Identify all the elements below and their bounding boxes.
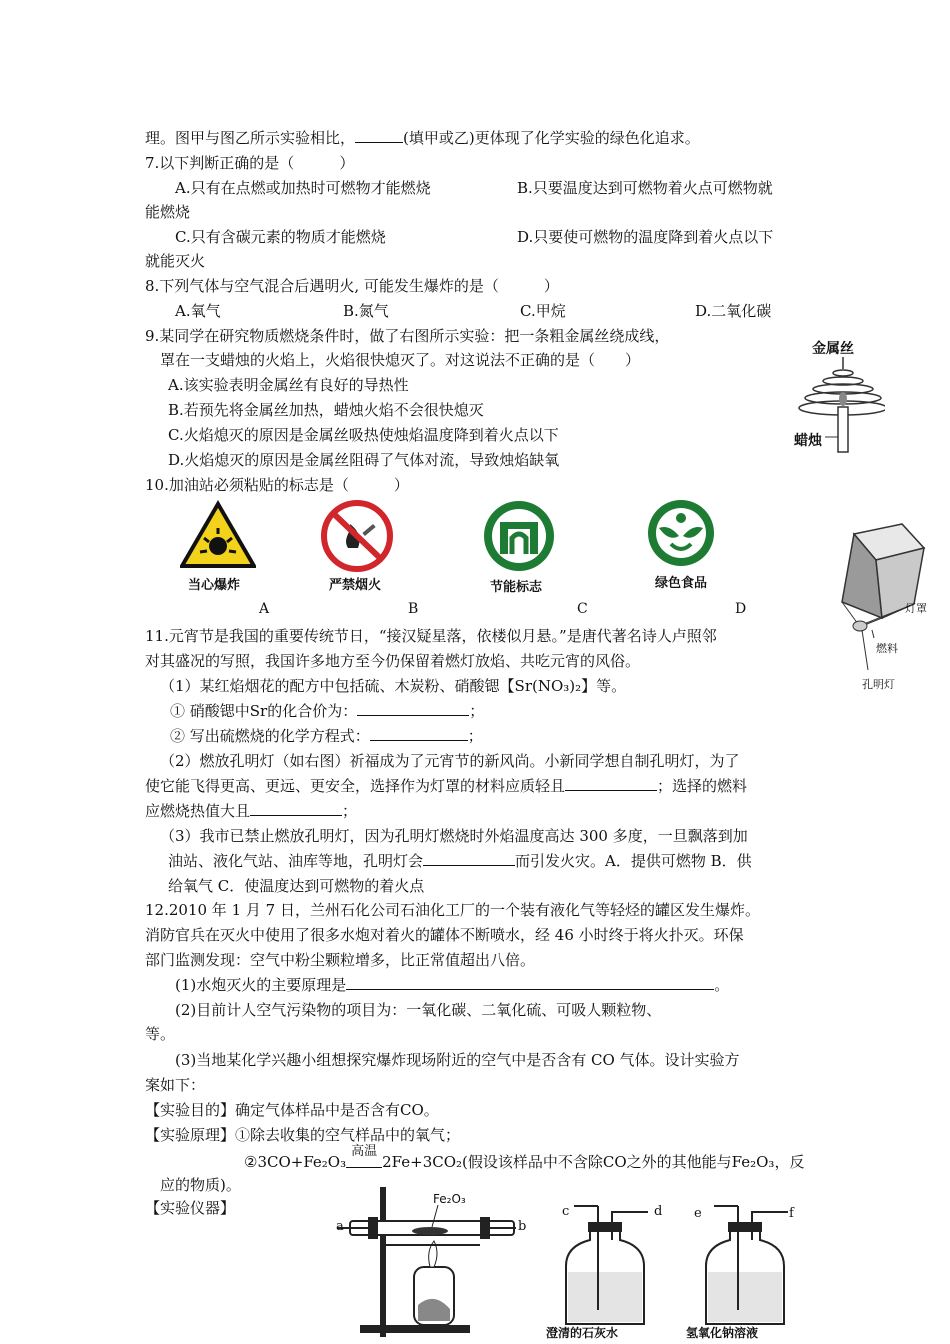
naoh-label: 氢氧化钠溶液 bbox=[686, 1326, 759, 1340]
question-11-2-cont2: 应燃烧热值大且 ； bbox=[145, 802, 358, 820]
sign-c-label: 节能标志 bbox=[490, 580, 543, 595]
lantern-name-label: 孔明灯 bbox=[862, 678, 895, 691]
figure-label-wire: 金属丝 bbox=[812, 341, 854, 357]
question-8: 8.下列气体与空气混合后遇明火, 可能发生爆炸的是（ ） bbox=[145, 277, 559, 295]
question-11-3-cont: 油站、液化气站、油库等地，孔明灯会 而引发火灾。A．提供可燃物 B．供 bbox=[168, 852, 752, 870]
sign-d-label: 绿色食品 bbox=[655, 576, 708, 591]
text-line: 理。图甲与图乙所示实验相比， (填甲或乙)更体现了化学实验的绿色化追求。 bbox=[145, 129, 700, 147]
option-9a[interactable]: A.该实验表明金属丝有良好的导热性 bbox=[168, 376, 409, 394]
energy-saving-icon[interactable] bbox=[480, 498, 558, 574]
port-d-label: d bbox=[654, 1204, 663, 1219]
port-c-label: c bbox=[562, 1204, 570, 1219]
question-9: 9.某同学在研究物质燃烧条件时，做了右图所示实验：把一条粗金属丝绕成线， bbox=[145, 327, 670, 345]
sign-a-label: 当心爆炸 bbox=[188, 578, 241, 593]
option-7d-cont: 就能灭火 bbox=[145, 252, 206, 270]
option-7b[interactable]: B.只要温度达到可燃物着火点可燃物就 bbox=[517, 179, 773, 197]
answer-blank[interactable] bbox=[355, 128, 403, 143]
question-12-cont: 消防官兵在灭火中使用了很多水炮对着火的罐体不断喷水，经 46 小时终于将火扑灭。环保 bbox=[145, 926, 744, 944]
option-9d[interactable]: D.火焰熄灭的原因是金属丝阻碍了气体对流，导致烛焰缺氧 bbox=[168, 451, 560, 469]
question-12-cont2: 部门监测发现：空气中粉尘颗粒增多，比正常值超出八倍。 bbox=[145, 951, 536, 969]
no-fire-icon[interactable] bbox=[318, 498, 396, 574]
question-11-3-options: 给氧气 C．使温度达到可燃物的着火点 bbox=[168, 877, 425, 895]
fe2o3-label: Fe₂O₃ bbox=[433, 1192, 466, 1206]
option-8c[interactable]: C.甲烷 bbox=[520, 302, 566, 320]
answer-blank[interactable] bbox=[250, 801, 342, 816]
option-10b[interactable]: B bbox=[408, 601, 419, 617]
option-8b[interactable]: B.氮气 bbox=[343, 302, 389, 320]
option-7d[interactable]: D.只要使可燃物的温度降到着火点以下 bbox=[517, 228, 774, 246]
question-12-3: (3)当地某化学兴趣小组想探究爆炸现场附近的空气中是否含有 CO 气体。设计实验方 bbox=[175, 1051, 740, 1069]
question-11-3: （3）我市已禁止燃放孔明灯，因为孔明灯燃烧时外焰温度高达 300 多度，一旦飘落到加 bbox=[160, 827, 748, 845]
option-9c[interactable]: C.火焰熄灭的原因是金属丝吸热使烛焰温度降到着火点以下 bbox=[168, 426, 559, 444]
question-11-1: （1）某红焰烟花的配方中包括硫、木炭粉、硝酸锶【Sr(NO₃)₂】等。 bbox=[160, 677, 627, 695]
question-10: 10.加油站必须粘贴的标志是（ ） bbox=[145, 476, 409, 494]
option-10d[interactable]: D bbox=[735, 601, 747, 617]
answer-blank[interactable] bbox=[346, 975, 714, 990]
limewater-bottle bbox=[560, 1200, 650, 1330]
question-12-1: (1)水炮灭火的主要原理是 。 bbox=[175, 976, 730, 994]
reaction-arrow: 高温 bbox=[346, 1152, 382, 1172]
question-11-2-cont: 使它能飞得更高、更远、更安全，选择作为灯罩的材料应质轻且 ；选择的燃料 bbox=[145, 777, 748, 795]
experiment-aim: 【实验目的】确定气体样品中是否含有CO。 bbox=[145, 1101, 439, 1119]
limewater-label: 澄清的石灰水 bbox=[546, 1326, 619, 1340]
lantern-shade-label: 灯罩 bbox=[905, 602, 927, 615]
naoh-bottle bbox=[700, 1200, 790, 1330]
port-a-label: a bbox=[336, 1219, 344, 1234]
figure-label-candle: 蜡烛 bbox=[794, 433, 822, 449]
combustion-tube-apparatus bbox=[330, 1185, 530, 1340]
option-7c[interactable]: C.只有含碳元素的物质才能燃烧 bbox=[175, 228, 386, 246]
question-12: 12.2010 年 1 月 7 日，兰州石化公司石油化工厂的一个装有液化气等轻烃的罐区发生爆炸。 bbox=[145, 901, 760, 919]
question-7: 7.以下判断正确的是（ ） bbox=[145, 154, 355, 172]
lantern-fuel-label: 燃料 bbox=[876, 642, 898, 655]
port-b-label: b bbox=[518, 1219, 527, 1234]
green-food-icon[interactable] bbox=[645, 498, 717, 568]
question-12-2: (2)目前计人空气污染物的项目为：一氧化碳、二氧化硫、可吸人颗粒物、 bbox=[175, 1001, 662, 1019]
option-10a[interactable]: A bbox=[259, 601, 270, 617]
option-10c[interactable]: C bbox=[577, 601, 588, 617]
port-f-label: f bbox=[789, 1206, 794, 1221]
question-11-1a: ① 硝酸锶中Sr的化合价为： ； bbox=[170, 702, 485, 720]
experiment-apparatus: 【实验仪器】 bbox=[145, 1199, 236, 1217]
question-12-3-cont: 案如下： bbox=[145, 1076, 206, 1094]
option-7b-cont: 能燃烧 bbox=[145, 203, 191, 221]
option-7a[interactable]: A.只有在点燃或加热时可燃物才能燃烧 bbox=[175, 179, 431, 197]
answer-blank[interactable] bbox=[370, 726, 468, 741]
option-9b[interactable]: B.若预先将金属丝加热，蜡烛火焰不会很快熄灭 bbox=[168, 401, 484, 419]
answer-blank[interactable] bbox=[423, 851, 515, 866]
experiment-principle: 【实验原理】①除去收集的空气样品中的氧气； bbox=[145, 1126, 461, 1144]
option-8d[interactable]: D.二氧化碳 bbox=[695, 302, 772, 320]
question-11-cont: 对其盛况的写照，我国许多地方至今仍保留着燃灯放焰、共吃元宵的风俗。 bbox=[145, 652, 641, 670]
question-11-2: （2）燃放孔明灯（如右图）祈福成为了元宵节的新风尚。小新同学想自制孔明灯，为了 bbox=[160, 752, 740, 770]
explosion-warning-icon[interactable] bbox=[180, 500, 256, 570]
reaction-equation: ②3CO+Fe₂O₃ 高温 2Fe+3CO₂(假设该样品中不含除CO之外的其他能与Fe₂O₃，反 bbox=[244, 1144, 805, 1171]
port-e-label: e bbox=[694, 1206, 702, 1221]
question-11: 11.元宵节是我国的重要传统节日，“接汉疑星落，依楼似月悬。”是唐代著名诗人卢照邻 bbox=[145, 627, 717, 645]
question-11-1b: ② 写出硫燃烧的化学方程式： ； bbox=[170, 727, 483, 745]
option-8a[interactable]: A.氧气 bbox=[175, 302, 221, 320]
question-9-cont: 罩在一支蜡烛的火焰上，火焰很快熄灭了。对这说法不正确的是（ ） bbox=[160, 351, 641, 369]
answer-blank[interactable] bbox=[565, 776, 657, 791]
sign-b-label: 严禁烟火 bbox=[329, 578, 382, 593]
answer-blank[interactable] bbox=[357, 701, 469, 716]
question-12-2-cont: 等。 bbox=[145, 1025, 176, 1043]
reaction-equation-cont: 应的物质)。 bbox=[160, 1176, 241, 1194]
